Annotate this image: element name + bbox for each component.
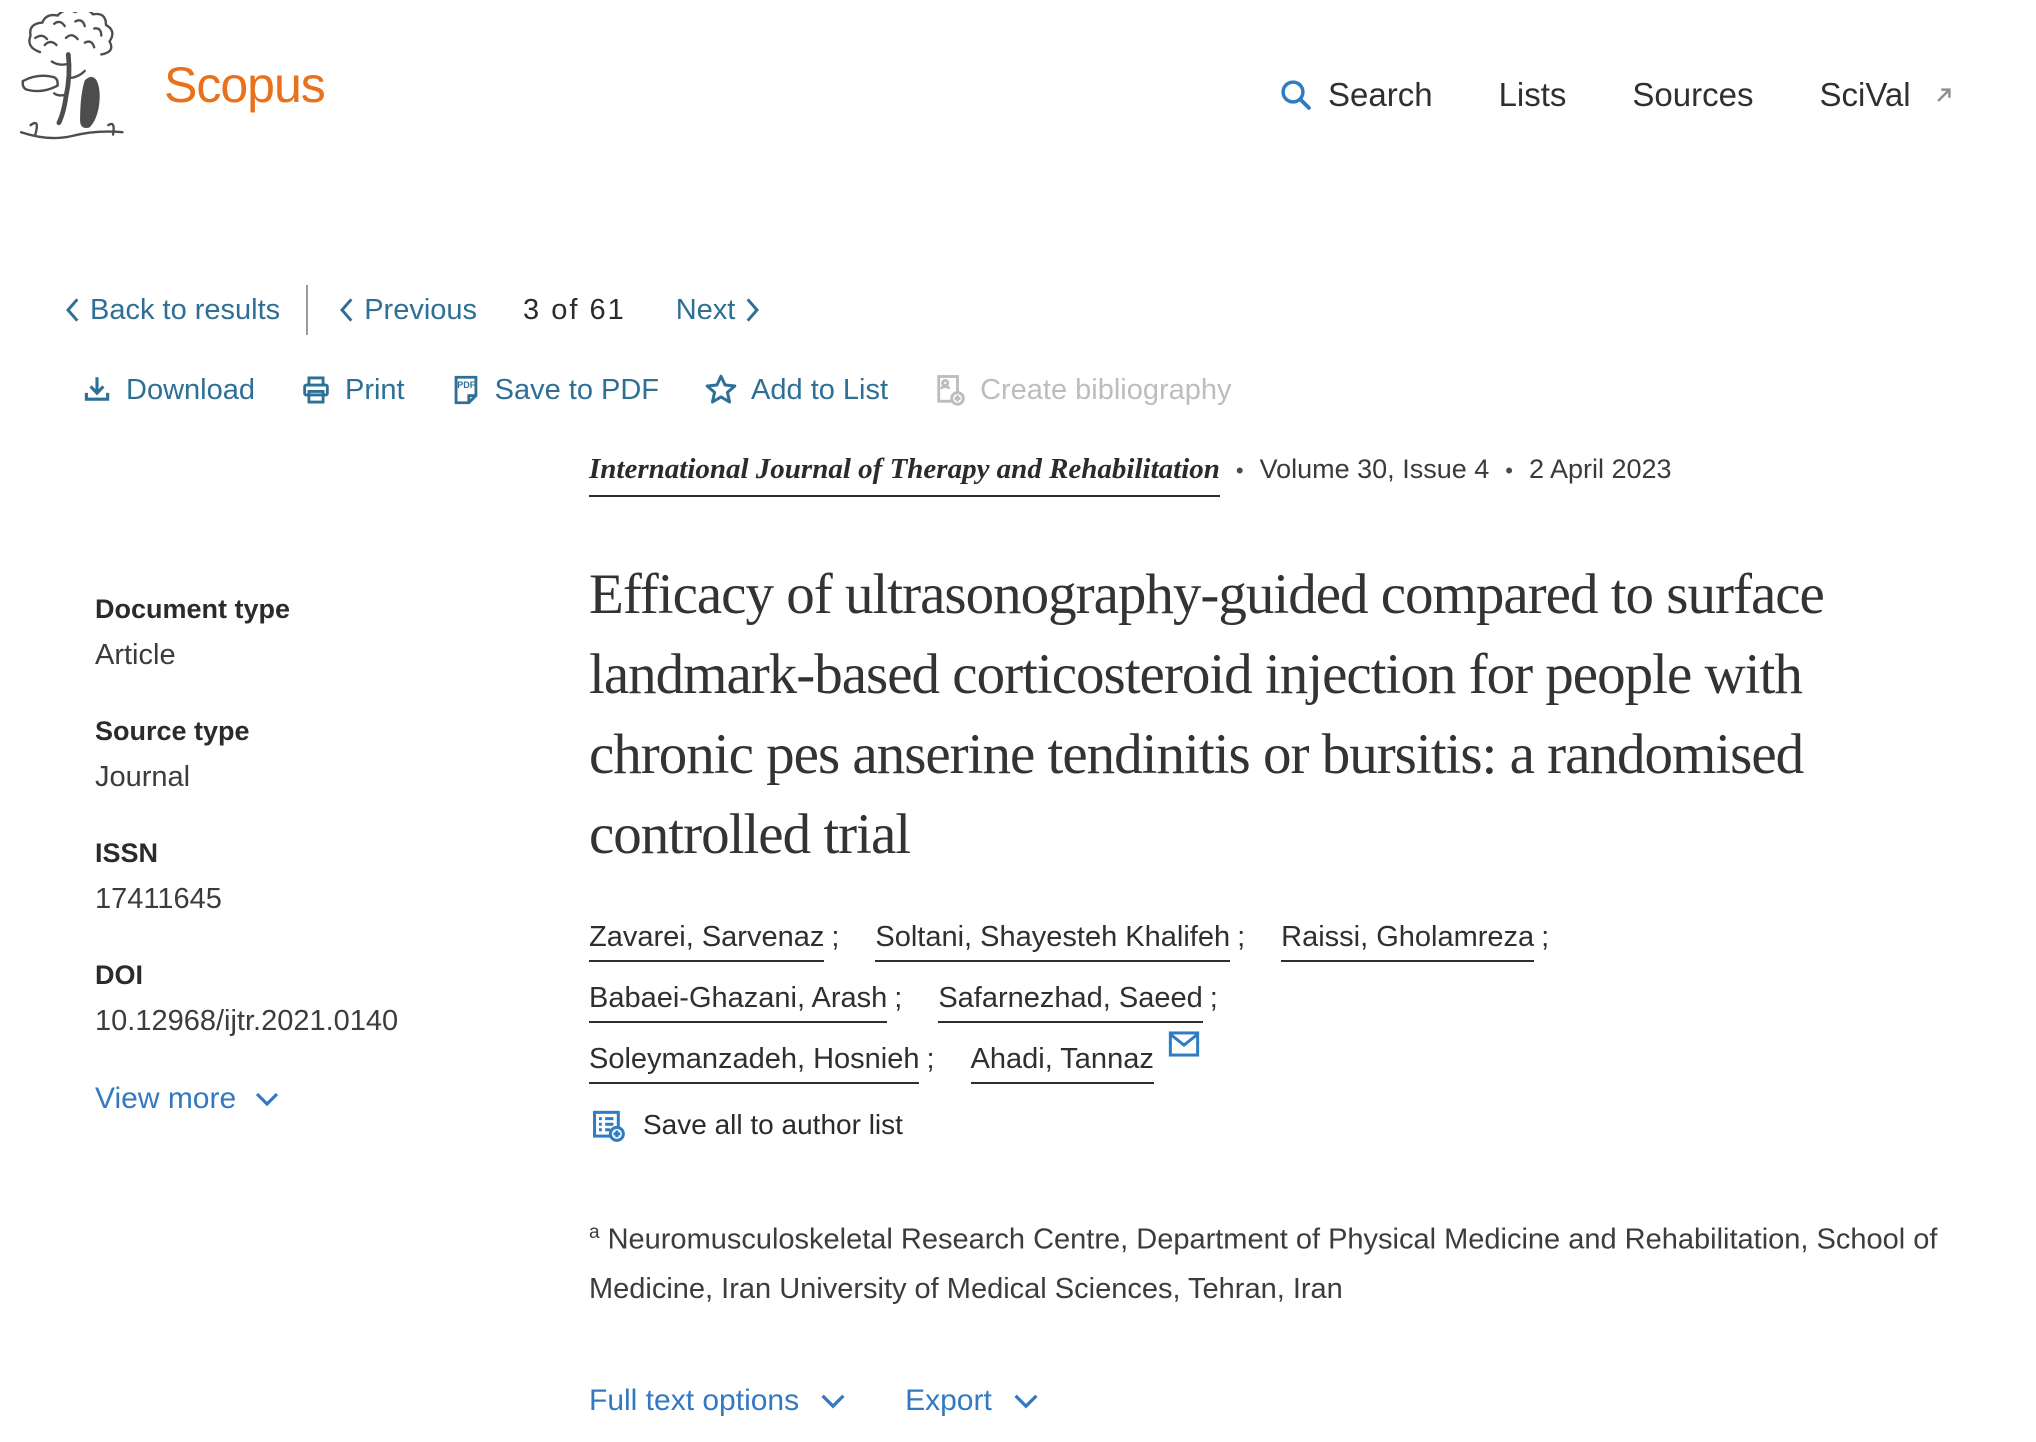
add-to-list-button[interactable]: [703, 372, 888, 408]
external-link-icon: [1931, 82, 1957, 108]
document-type-label: Document type: [95, 594, 291, 624]
publication-date-text: 2 April 2023: [1528, 454, 1672, 484]
author-link[interactable]: [875, 921, 1245, 962]
nav-search-label: Search: [1328, 76, 1433, 113]
top-navigation: [1278, 76, 1957, 114]
result-position-text: 3 of 61: [523, 293, 626, 326]
author-name[interactable]: Babaei-Ghazani, Arash: [589, 982, 887, 1023]
affiliation-body: Neuromusculoskeletal Research Centre, Department of Physical Medicine and Rehabilitation, School of Medicine, Iran University of Medical Sciences, Tehran, Iran: [589, 1223, 1938, 1305]
save-all-to-author-list-button[interactable]: [589, 1106, 2036, 1144]
nav-scival-label: SciVal: [1819, 76, 1911, 113]
full-text-actions-row: [589, 1384, 2036, 1418]
add-to-list-label: Add to List: [751, 373, 889, 406]
author-link[interactable]: [589, 982, 902, 1023]
previous-document-link[interactable]: [338, 294, 477, 327]
chevron-down-icon: [252, 1086, 282, 1112]
author-name[interactable]: Safarnezhad, Saeed: [938, 982, 1202, 1023]
affiliation-text: [589, 1208, 2036, 1314]
scopus-logo-text[interactable]: Scopus: [164, 57, 325, 113]
nav-search[interactable]: [1278, 76, 1433, 114]
save-to-pdf-label: Save to PDF: [494, 373, 660, 406]
author-name[interactable]: Soleymanzadeh, Hosnieh: [589, 1043, 919, 1084]
print-label: Print: [344, 373, 405, 406]
create-bibliography-label: Create bibliography: [980, 373, 1232, 406]
full-text-options-label: Full text options: [589, 1383, 800, 1417]
author-name[interactable]: Zavarei, Sarvenaz: [589, 921, 824, 962]
author-link[interactable]: [589, 1043, 935, 1084]
document-type-value: Article: [95, 639, 176, 671]
next-label: Next: [675, 293, 736, 326]
download-button[interactable]: [80, 373, 255, 407]
volume-issue-text: Volume 30, Issue 4: [1259, 454, 1490, 484]
create-bibliography-button[interactable]: [932, 372, 1231, 408]
back-to-results-link[interactable]: [64, 294, 280, 327]
author-name[interactable]: Soltani, Shayesteh Khalifeh: [875, 921, 1230, 962]
author-separator: ;: [1237, 921, 1246, 953]
author-name[interactable]: Raissi, Gholamreza: [1281, 921, 1534, 962]
issn-value: 17411645: [95, 883, 222, 915]
author-link[interactable]: [971, 1043, 1200, 1084]
search-icon: [1278, 77, 1314, 113]
document-metadata-panel: [95, 594, 515, 1116]
document-actions-toolbar: [80, 372, 1232, 408]
chevron-right-icon: [745, 296, 761, 324]
print-button[interactable]: [299, 373, 405, 407]
nav-sources-label: Sources: [1632, 76, 1754, 113]
doi-label: DOI: [95, 960, 144, 990]
full-text-options-dropdown[interactable]: [589, 1384, 849, 1418]
author-link[interactable]: [589, 921, 839, 962]
bullet-separator: •: [1235, 458, 1244, 483]
save-all-label: Save all to author list: [643, 1109, 903, 1140]
save-to-pdf-button[interactable]: [449, 373, 659, 407]
nav-sources[interactable]: [1632, 76, 1753, 114]
article-title: Efficacy of ultrasonography-guided compared to surface landmark-based corticosteroid injection for people with chronic pes anserine tendinitis or bursitis: a randomised controlled trial: [589, 563, 1824, 866]
printer-icon: [299, 373, 333, 407]
download-icon: [80, 373, 114, 407]
download-label: Download: [126, 373, 255, 406]
chevron-down-icon: [817, 1388, 849, 1414]
pdf-document-icon: [449, 373, 483, 407]
chevron-left-icon: [64, 296, 80, 324]
author-separator: ;: [894, 982, 903, 1014]
author-list: [589, 921, 1559, 1084]
star-icon: [703, 372, 739, 408]
issn-label: ISSN: [95, 838, 159, 868]
svg-text:PDF: PDF: [456, 379, 475, 390]
source-type-value: Journal: [95, 761, 191, 793]
previous-label: Previous: [364, 293, 478, 326]
export-dropdown[interactable]: [905, 1384, 1042, 1418]
nav-scival[interactable]: [1819, 76, 1956, 114]
author-separator: ;: [831, 921, 840, 953]
source-type-label: Source type: [95, 716, 250, 746]
nav-lists-label: Lists: [1498, 76, 1567, 113]
bibliography-icon: [932, 372, 968, 408]
view-more-toggle[interactable]: [95, 1082, 515, 1116]
source-title-line: [589, 453, 2036, 497]
nav-lists[interactable]: [1499, 76, 1567, 114]
export-label: Export: [905, 1383, 992, 1417]
author-list-add-icon: [589, 1106, 627, 1144]
chevron-left-icon: [338, 296, 354, 324]
journal-title-link[interactable]: International Journal of Therapy and Rehabilitation: [589, 453, 1220, 497]
next-document-link[interactable]: [676, 294, 762, 327]
back-to-results-label: Back to results: [90, 293, 281, 326]
corresponding-author-email-icon[interactable]: [1168, 1031, 1200, 1057]
author-separator: ;: [926, 1043, 935, 1075]
vertical-divider: [306, 285, 308, 335]
author-link[interactable]: [1281, 921, 1549, 962]
author-name[interactable]: Ahadi, Tannaz: [971, 1043, 1154, 1084]
doi-value: 10.12968/ijtr.2021.0140: [95, 1005, 399, 1037]
view-more-label: View more: [95, 1082, 237, 1115]
bullet-separator: •: [1505, 458, 1513, 483]
chevron-down-icon: [1010, 1388, 1042, 1414]
article-main-column: [589, 453, 2036, 1418]
author-separator: ;: [1541, 921, 1550, 953]
elsevier-tree-logo[interactable]: [14, 12, 132, 144]
author-link[interactable]: [938, 982, 1218, 1023]
results-pagination: [64, 285, 761, 335]
author-separator: ;: [1209, 982, 1218, 1014]
affiliation-superscript: a: [589, 1222, 600, 1243]
